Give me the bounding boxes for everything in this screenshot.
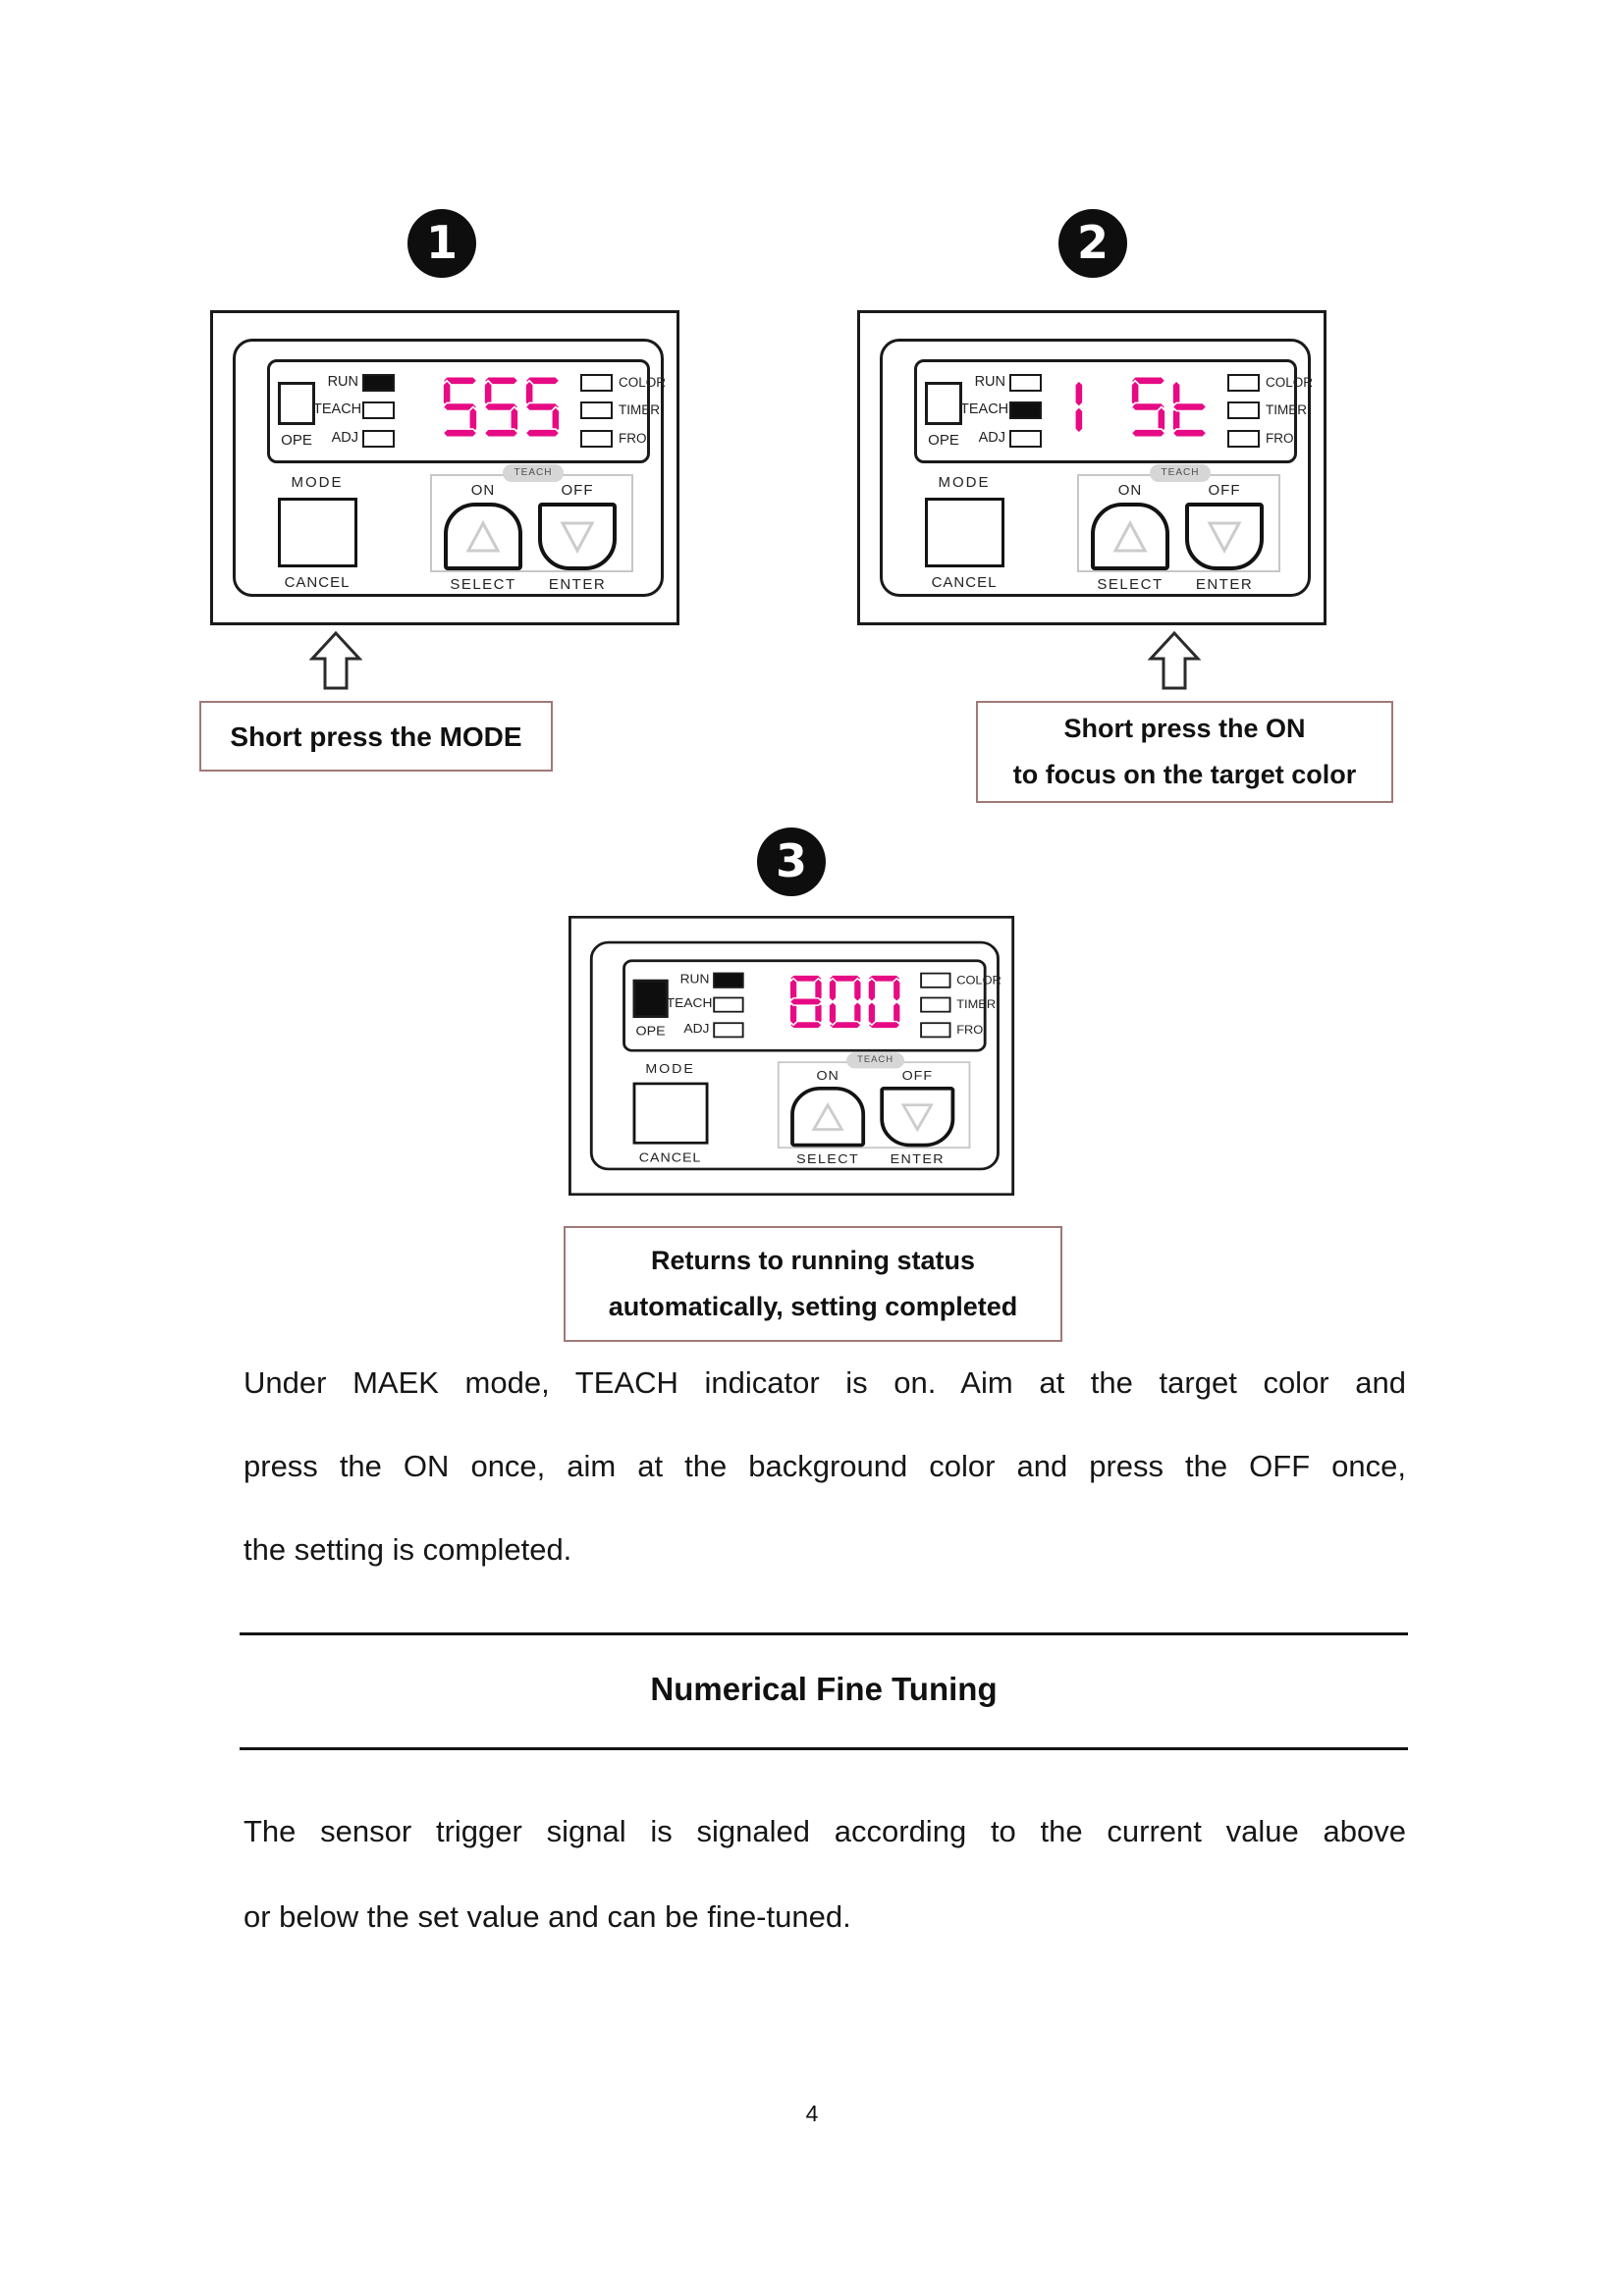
run-indicator-box bbox=[362, 374, 395, 392]
timer-label: TIMER bbox=[1266, 402, 1307, 417]
run-indicator-box bbox=[1009, 374, 1042, 392]
lcd-display bbox=[914, 359, 1314, 463]
seven-segment-digit bbox=[1089, 375, 1125, 439]
mode-label: MODE bbox=[645, 1061, 695, 1077]
step-2-badge: 2 bbox=[1058, 209, 1127, 278]
timer-indicator-box bbox=[920, 997, 950, 1013]
seven-segment-digit bbox=[788, 974, 823, 1031]
heading-rule-bottom bbox=[240, 1747, 1408, 1750]
paragraph-line: the setting is completed. bbox=[244, 1532, 572, 1567]
down-triangle-icon bbox=[896, 1097, 938, 1136]
off-button bbox=[538, 503, 617, 570]
seven-segment-digit bbox=[442, 375, 478, 439]
down-triangle-icon bbox=[1203, 515, 1246, 559]
fro-label: FRO bbox=[956, 1023, 984, 1037]
adj-indicator-box bbox=[362, 430, 395, 448]
cancel-label: CANCEL bbox=[284, 574, 351, 591]
teach-label: TEACH bbox=[960, 401, 1009, 417]
ope-label: OPE bbox=[635, 1024, 666, 1040]
teach-indicator-box bbox=[1009, 401, 1042, 419]
off-label: OFF bbox=[561, 482, 594, 499]
up-triangle-icon bbox=[461, 515, 505, 559]
teach-badge: TEACH bbox=[846, 1052, 904, 1068]
run-label: RUN bbox=[679, 972, 710, 987]
paragraph-line: or below the set value and can be fine-tuned. bbox=[244, 1899, 851, 1934]
adj-label: ADJ bbox=[978, 430, 1005, 446]
run-indicator-box bbox=[713, 973, 743, 988]
fro-label: FRO bbox=[1266, 431, 1294, 446]
on-button bbox=[1091, 503, 1169, 570]
cancel-label: CANCEL bbox=[931, 574, 998, 591]
fro-label: FRO bbox=[619, 431, 647, 446]
on-button bbox=[444, 503, 522, 570]
section-heading: Numerical Fine Tuning bbox=[650, 1671, 998, 1707]
mode-button bbox=[925, 498, 1004, 567]
body-paragraph-1 bbox=[244, 1341, 1406, 1591]
lcd-display bbox=[623, 959, 1001, 1051]
fro-indicator-box bbox=[920, 1022, 950, 1038]
run-label: RUN bbox=[327, 374, 358, 390]
timer-indicator-box bbox=[580, 401, 613, 419]
caption-text: to focus on the target color bbox=[1012, 760, 1357, 789]
teach-label: TEACH bbox=[666, 996, 713, 1011]
sensor-panel-step-3 bbox=[568, 916, 1014, 1196]
timer-label: TIMER bbox=[619, 402, 660, 417]
fro-indicator-box bbox=[580, 430, 613, 448]
lcd-display bbox=[267, 359, 667, 463]
paragraph-line: Under MAEK mode, TEACH indicator is on. Aim at the target color and bbox=[244, 1365, 1406, 1400]
seven-segment-readout bbox=[788, 974, 901, 1031]
off-label: OFF bbox=[901, 1068, 933, 1084]
up-triangle-icon bbox=[807, 1097, 848, 1136]
on-label: ON bbox=[1117, 482, 1143, 499]
seven-segment-digit bbox=[1130, 375, 1166, 439]
color-indicator-box bbox=[920, 973, 950, 988]
mode-button bbox=[633, 1083, 709, 1145]
select-label: SELECT bbox=[796, 1151, 860, 1167]
seven-segment-digit bbox=[828, 974, 862, 1031]
enter-label: ENTER bbox=[1195, 576, 1254, 593]
sensor-panel-step-1 bbox=[210, 310, 679, 625]
teach-indicator-box bbox=[713, 997, 743, 1013]
seven-segment-digit bbox=[1171, 375, 1208, 439]
adj-indicator-box bbox=[713, 1022, 743, 1038]
seven-segment-digit bbox=[1048, 375, 1084, 439]
up-triangle-icon bbox=[1109, 515, 1152, 559]
up-arrow-icon bbox=[1148, 631, 1201, 690]
step-3-caption-box bbox=[564, 1226, 1062, 1342]
mode-label: MODE bbox=[938, 474, 991, 491]
sensor-panel-step-2 bbox=[857, 310, 1326, 625]
on-button bbox=[790, 1087, 865, 1147]
down-triangle-icon bbox=[556, 515, 599, 559]
enter-label: ENTER bbox=[890, 1151, 946, 1167]
mode-label: MODE bbox=[291, 474, 344, 491]
ope-label: OPE bbox=[928, 432, 959, 449]
ope-label: OPE bbox=[281, 432, 312, 449]
seven-segment-digit bbox=[867, 974, 901, 1031]
off-button bbox=[880, 1087, 954, 1147]
step-3-badge: 3 bbox=[757, 828, 826, 896]
step-1-badge: 1 bbox=[407, 209, 476, 278]
caption-text: automatically, setting completed bbox=[608, 1292, 1018, 1321]
adj-indicator-box bbox=[1009, 430, 1042, 448]
off-label: OFF bbox=[1208, 482, 1241, 499]
paragraph-line: The sensor trigger signal is signaled according to the current value above bbox=[244, 1814, 1406, 1848]
seven-segment-digit bbox=[483, 375, 519, 439]
timer-label: TIMER bbox=[956, 997, 997, 1011]
fro-indicator-box bbox=[1227, 430, 1260, 448]
color-indicator-box bbox=[580, 374, 613, 392]
seven-segment-readout bbox=[1048, 375, 1208, 439]
heading-rule-top bbox=[240, 1632, 1408, 1635]
body-paragraph-2 bbox=[244, 1789, 1406, 1959]
mode-button bbox=[278, 498, 357, 567]
select-label: SELECT bbox=[450, 576, 516, 593]
step-2-caption-box bbox=[976, 701, 1393, 803]
select-label: SELECT bbox=[1097, 576, 1164, 593]
cancel-label: CANCEL bbox=[638, 1149, 702, 1165]
ope-indicator-box bbox=[278, 382, 315, 425]
teach-badge: TEACH bbox=[1150, 464, 1211, 482]
timer-indicator-box bbox=[1227, 401, 1260, 419]
teach-label: TEACH bbox=[313, 401, 362, 417]
up-arrow-icon bbox=[309, 631, 362, 690]
seven-segment-digit bbox=[524, 375, 561, 439]
on-label: ON bbox=[470, 482, 496, 499]
ope-indicator-box bbox=[633, 980, 669, 1018]
off-button bbox=[1185, 503, 1264, 570]
color-label: COLOR bbox=[956, 973, 1001, 987]
seven-segment-readout bbox=[442, 375, 561, 439]
adj-label: ADJ bbox=[331, 430, 358, 446]
caption-text: Returns to running status bbox=[651, 1246, 975, 1275]
step-1-caption-box bbox=[199, 701, 553, 772]
color-label: COLOR bbox=[619, 375, 667, 390]
paragraph-line: press the ON once, aim at the background color and press the OFF once, bbox=[244, 1449, 1406, 1483]
caption-text: Short press the ON bbox=[1063, 714, 1306, 743]
ope-indicator-box bbox=[925, 382, 962, 425]
adj-label: ADJ bbox=[683, 1022, 710, 1037]
teach-badge: TEACH bbox=[503, 464, 564, 482]
color-label: COLOR bbox=[1266, 375, 1314, 390]
color-indicator-box bbox=[1227, 374, 1260, 392]
teach-indicator-box bbox=[362, 401, 395, 419]
enter-label: ENTER bbox=[548, 576, 607, 593]
page-number: 4 bbox=[805, 2101, 819, 2126]
on-label: ON bbox=[816, 1068, 839, 1084]
run-label: RUN bbox=[974, 374, 1005, 390]
caption-text: Short press the MODE bbox=[230, 721, 522, 752]
